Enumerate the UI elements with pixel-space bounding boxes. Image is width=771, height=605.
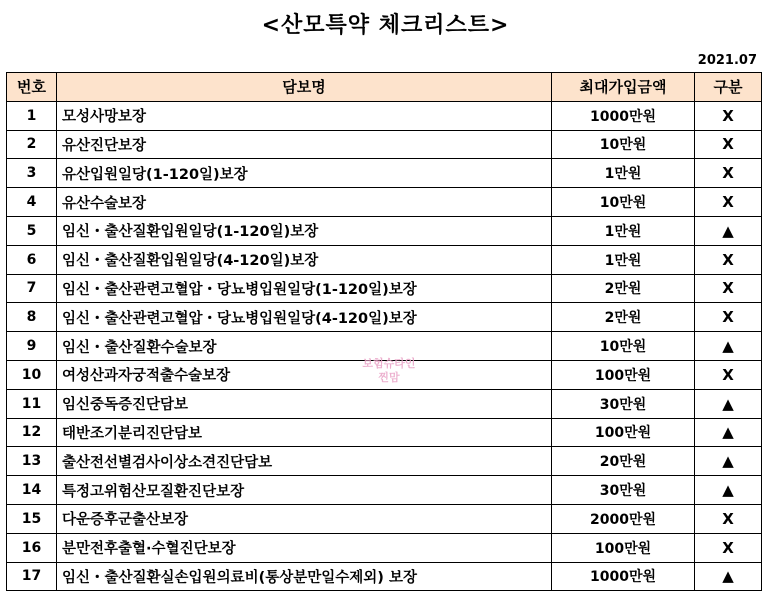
row-number: 8	[7, 303, 57, 332]
row-type: ▲	[695, 447, 762, 476]
table-row	[7, 533, 762, 562]
row-name: 임신・출산질환입원일당(1-120일)보장	[57, 216, 552, 245]
table-row	[7, 101, 762, 130]
row-number: 16	[7, 533, 57, 562]
row-name: 모성사망보장	[57, 101, 552, 130]
row-amount: 2000만원	[552, 504, 695, 533]
table-row	[7, 274, 762, 303]
row-name: 특정고위험산모질환진단보장	[57, 476, 552, 505]
row-name: 태반조기분리진단담보	[57, 418, 552, 447]
row-number: 7	[7, 274, 57, 303]
header-type: 구분	[695, 73, 762, 102]
table-row	[7, 447, 762, 476]
row-type: ▲	[695, 389, 762, 418]
row-type: X	[695, 504, 762, 533]
row-amount: 10만원	[552, 188, 695, 217]
table-row	[7, 476, 762, 505]
row-number: 6	[7, 245, 57, 274]
row-amount: 1000만원	[552, 101, 695, 130]
date-label: 2021.07	[697, 53, 757, 68]
row-type: ▲	[695, 332, 762, 361]
row-number: 4	[7, 188, 57, 217]
row-name: 임신・출산질환수술보장	[57, 332, 552, 361]
watermark-line2: 찐맘	[378, 371, 400, 384]
row-amount: 2만원	[552, 303, 695, 332]
table-row	[7, 245, 762, 274]
row-name: 유산진단보장	[57, 130, 552, 159]
row-number: 13	[7, 447, 57, 476]
row-name: 유산입원일당(1-120일)보장	[57, 159, 552, 188]
table-row	[7, 389, 762, 418]
row-amount: 1만원	[552, 216, 695, 245]
row-amount: 2만원	[552, 274, 695, 303]
checklist-table	[6, 72, 762, 591]
table-row	[7, 159, 762, 188]
row-amount: 10만원	[552, 332, 695, 361]
row-type: X	[695, 188, 762, 217]
row-type: X	[695, 159, 762, 188]
table-row	[7, 418, 762, 447]
row-name: 출산전선별검사이상소견진단담보	[57, 447, 552, 476]
row-amount: 30만원	[552, 476, 695, 505]
row-number: 3	[7, 159, 57, 188]
table-row	[7, 130, 762, 159]
row-type: X	[695, 130, 762, 159]
row-number: 17	[7, 562, 57, 591]
row-name: 유산수술보장	[57, 188, 552, 217]
row-type: X	[695, 274, 762, 303]
row-type: ▲	[695, 216, 762, 245]
row-amount: 100만원	[552, 533, 695, 562]
row-number: 9	[7, 332, 57, 361]
table-row	[7, 216, 762, 245]
row-type: X	[695, 360, 762, 389]
row-name: 임신・출산관련고혈압・당뇨병입원일당(1-120일)보장	[57, 274, 552, 303]
row-name: 임신중독증진단담보	[57, 389, 552, 418]
row-name: 분만전후출혈·수혈진단보장	[57, 533, 552, 562]
row-name: 다운증후군출산보장	[57, 504, 552, 533]
row-amount: 1만원	[552, 245, 695, 274]
header-no: 번호	[7, 73, 57, 102]
row-name: 여성산과자궁적출수술보장	[57, 360, 552, 389]
table-row	[7, 188, 762, 217]
table-row	[7, 303, 762, 332]
row-number: 12	[7, 418, 57, 447]
row-number: 5	[7, 216, 57, 245]
header-amount: 최대가입금액	[552, 73, 695, 102]
row-name: 임신・출산질환실손입원의료비(통상분만일수제외) 보장	[57, 562, 552, 591]
row-amount: 100만원	[552, 360, 695, 389]
row-amount: 1000만원	[552, 562, 695, 591]
row-name: 임신・출산질환입원일당(4-120일)보장	[57, 245, 552, 274]
watermark-line1: 보험슈타인	[362, 357, 416, 370]
row-amount: 30만원	[552, 389, 695, 418]
row-number: 15	[7, 504, 57, 533]
page-title: <산모특약 체크리스트>	[261, 12, 510, 38]
table-row	[7, 360, 762, 389]
row-type: ▲	[695, 562, 762, 591]
row-number: 14	[7, 476, 57, 505]
row-amount: 20만원	[552, 447, 695, 476]
row-number: 10	[7, 360, 57, 389]
header-name: 담보명	[57, 73, 552, 102]
row-type: X	[695, 533, 762, 562]
row-amount: 100만원	[552, 418, 695, 447]
table-row	[7, 504, 762, 533]
row-number: 11	[7, 389, 57, 418]
row-type: X	[695, 303, 762, 332]
table-row	[7, 562, 762, 591]
table-header-row	[7, 73, 762, 102]
row-name: 임신・출산관련고혈압・당뇨병입원일당(4-120일)보장	[57, 303, 552, 332]
row-type: X	[695, 101, 762, 130]
table-row	[7, 332, 762, 361]
row-type: ▲	[695, 418, 762, 447]
row-type: ▲	[695, 476, 762, 505]
row-number: 2	[7, 130, 57, 159]
row-amount: 10만원	[552, 130, 695, 159]
row-amount: 1만원	[552, 159, 695, 188]
row-number: 1	[7, 101, 57, 130]
row-type: X	[695, 245, 762, 274]
